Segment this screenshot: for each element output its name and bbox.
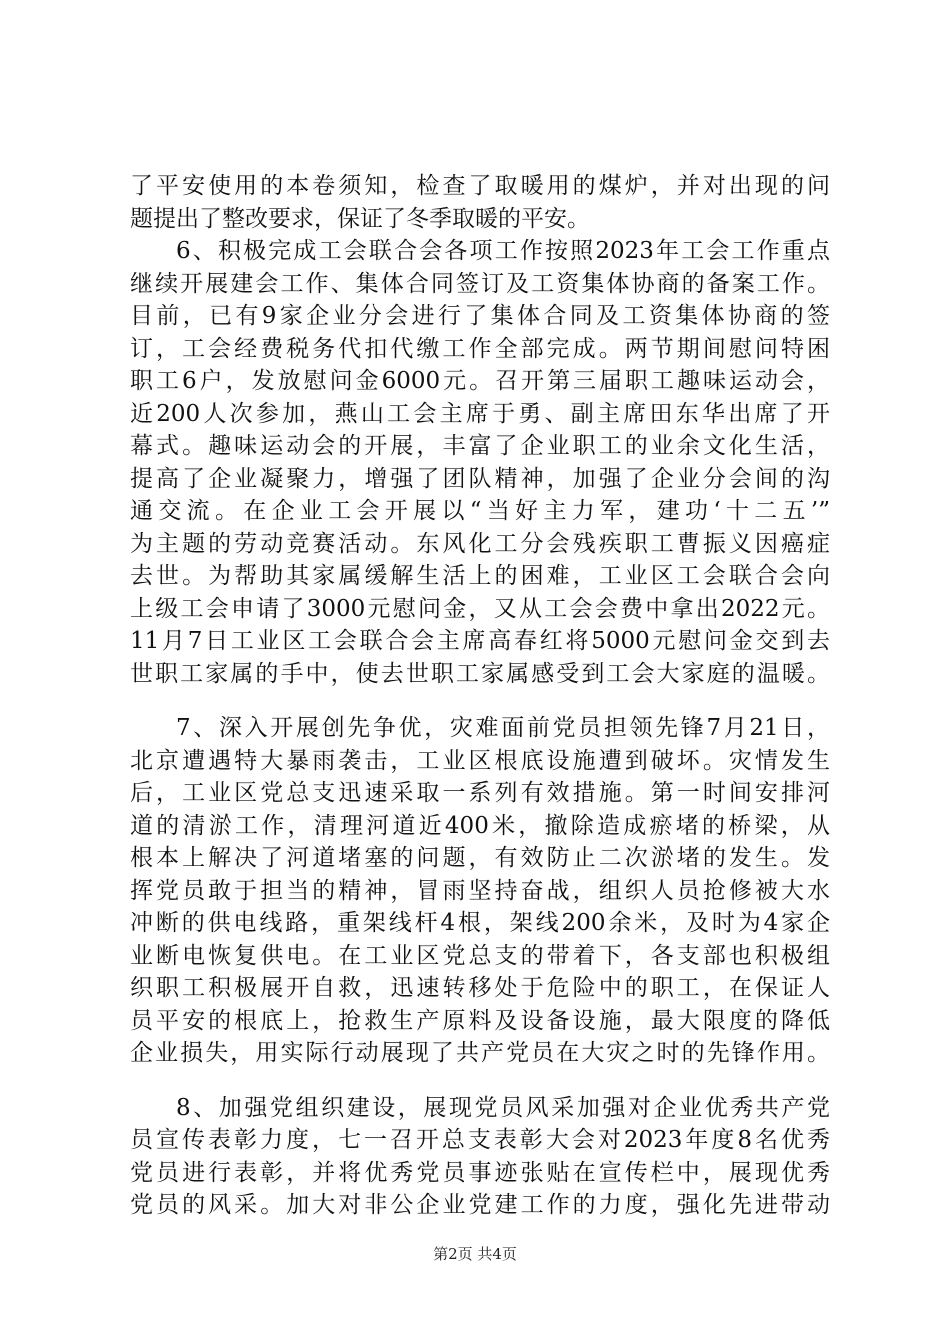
paragraph-6-heading-line: 6、积极完成工会联合会各项工作按照2023年工会工作重点 (176, 238, 830, 264)
text-line: 为主题的劳动竞赛活动。东风化工分会残疾职工曹振义因癌症 (130, 530, 830, 557)
paragraph-gap (130, 1070, 830, 1092)
paragraph-8-heading-line: 8、加强党组织建设，展现党员风采加强对企业优秀共产党 (176, 1094, 830, 1121)
text-line: 目前，已有9家企业分会进行了集体合同及工资集体协商的签 (130, 303, 830, 329)
text-line: 党员的风采。加大对非公企业党建工作的力度，强化先进带动 (130, 1192, 830, 1218)
text-line: 提高了企业凝聚力，增强了团队精神，加强了企业分会间的沟 (130, 465, 830, 492)
text-line: 党员进行表彰，并将优秀党员事迹张贴在宣传栏中，展现优秀 (130, 1159, 830, 1186)
page-number-footer: 第2页 共4页 (433, 1245, 517, 1263)
text-line: 后，工业区党总支迅速采取一系列有效措施。第一时间安排河 (130, 780, 830, 806)
text-line: 去世。为帮助其家属缓解生活上的困难，工业区工会联合会向 (130, 563, 830, 589)
text-line: 挥党员敢于担当的精神，冒雨坚持奋战，组织人员抢修被大水 (130, 877, 830, 904)
text-line: 根本上解决了河道堵塞的问题，有效防止二次淤堵的发生。发 (130, 845, 830, 871)
text-line: 11月7日工业区工会联合会主席高春红将5000元慰问金交到去 (130, 628, 830, 654)
paragraph-gap (130, 690, 830, 712)
text-line: 职工6户，发放慰问金6000元。召开第三届职工趣味运动会， (130, 368, 830, 394)
text-line: 冲断的供电线路，重架线杆4根，架线200余米，及时为4家企 (130, 910, 830, 936)
text-line: 北京遭遇特大暴雨袭击，工业区根底设施遭到破坏。灾情发生 (130, 747, 830, 774)
text-line: 了平安使用的本卷须知，检查了取暖用的煤炉，并对出现的问 (130, 173, 830, 199)
text-line: 题提出了整改要求，保证了冬季取暖的平安。 (130, 205, 590, 232)
text-line: 世职工家属的手中，使去世职工家属感受到工会大家庭的温暖。 (130, 660, 830, 687)
document-body (130, 170, 830, 1222)
text-line: 道的清淤工作，清理河道近400米，撤除造成瘀堵的桥梁，从 (130, 812, 830, 839)
text-line: 织职工积极展开自救，迅速转移处于危险中的职工，在保证人 (130, 975, 830, 1001)
text-line: 业断电恢复供电。在工业区党总支的带着下，各支部也积极组 (130, 942, 830, 969)
paragraph-7-heading-line: 7、深入开展创先争优，灾难面前党员担领先锋7月21日， (176, 715, 830, 741)
text-line: 继续开展建会工作、集体合同签订及工资集体协商的备案工作。 (130, 270, 830, 297)
text-line: 近200人次参加，燕山工会主席于勇、副主席田东华出席了开 (130, 400, 830, 427)
text-line: 上级工会申请了3000元慰问金，又从工会会费中拿出2022元。 (130, 595, 830, 622)
text-line: 订，工会经费税务代扣代缴工作全部完成。两节期间慰问特困 (130, 335, 830, 362)
text-line: 企业损失，用实际行动展现了共产党员在大灾之时的先锋作用。 (130, 1040, 830, 1066)
text-line: 员宣传表彰力度，七一召开总支表彰大会对2023年度8名优秀 (130, 1127, 830, 1153)
text-line: 通交流。在企业工会开展以“当好主力军，建功‘十二五’” (130, 498, 830, 524)
text-line: 员平安的根底上，抢救生产原料及设备设施，最大限度的降低 (130, 1007, 830, 1034)
text-line: 幕式。趣味运动会的开展，丰富了企业职工的业余文化生活， (130, 433, 830, 459)
